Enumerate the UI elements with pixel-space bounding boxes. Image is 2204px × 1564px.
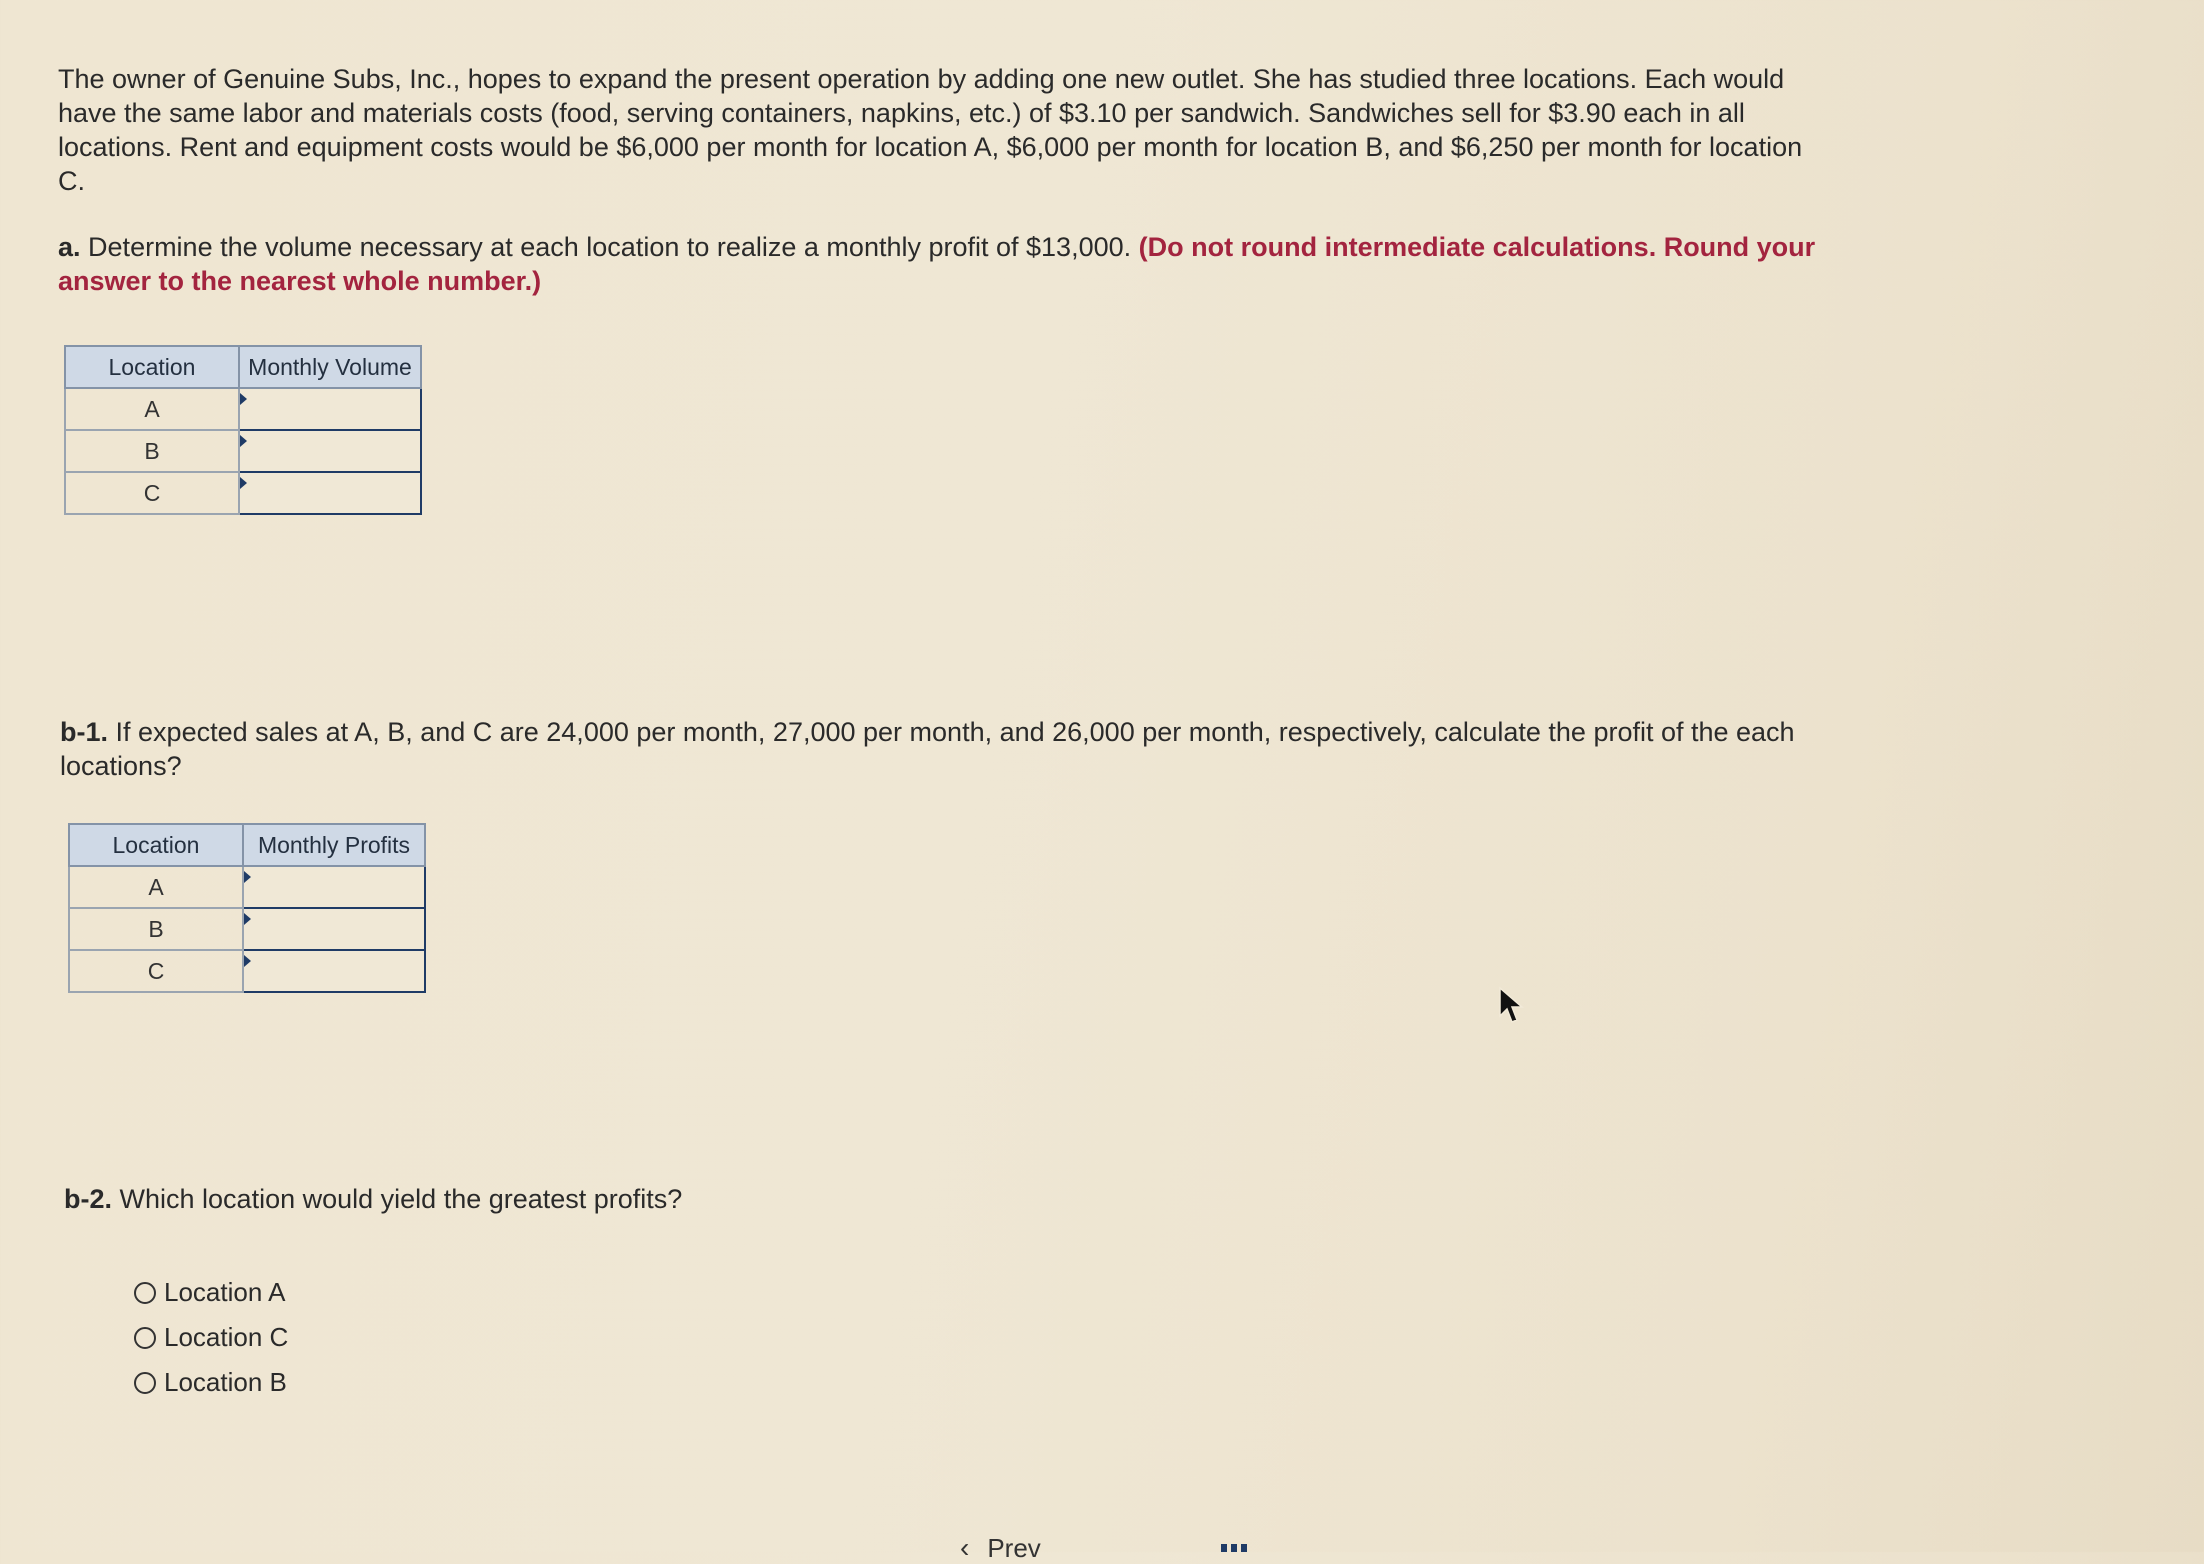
table-row <box>65 472 421 514</box>
location-label: A <box>69 866 243 908</box>
profit-input-b[interactable] <box>244 909 424 949</box>
profit-input-a[interactable] <box>244 867 424 907</box>
table-row <box>65 430 421 472</box>
chevron-left-icon[interactable]: ‹ <box>960 1532 970 1563</box>
profit-input-cell[interactable] <box>243 950 425 992</box>
radio-button-icon[interactable] <box>134 1282 156 1304</box>
cell-marker-icon <box>244 871 251 883</box>
part-b2-question <box>64 1182 1264 1216</box>
profit-input-cell[interactable] <box>243 908 425 950</box>
profit-table <box>68 823 426 993</box>
part-b1-label: b-1. <box>60 717 109 747</box>
volume-input-c[interactable] <box>240 473 420 513</box>
radio-option-location-b[interactable] <box>134 1360 288 1405</box>
column-header-location: Location <box>65 346 239 388</box>
location-label: A <box>65 388 239 430</box>
table-row <box>69 950 425 992</box>
prev-button[interactable]: Prev <box>987 1532 1041 1563</box>
grid-icon[interactable] <box>1221 1544 1251 1552</box>
volume-input-cell[interactable] <box>239 472 421 514</box>
column-header-location: Location <box>69 824 243 866</box>
volume-table <box>64 345 422 515</box>
location-label: C <box>65 472 239 514</box>
radio-option-location-a[interactable] <box>134 1270 288 1315</box>
volume-input-a[interactable] <box>240 389 420 429</box>
volume-input-cell[interactable] <box>239 388 421 430</box>
volume-input-b[interactable] <box>240 431 420 471</box>
location-label: C <box>69 950 243 992</box>
part-a-label: a. <box>58 232 81 262</box>
option-label[interactable]: Location A <box>164 1277 286 1307</box>
part-a-instruction: (Do not round intermediate calculations. Round your answer to the nearest whole number.) <box>58 232 1816 296</box>
location-options <box>134 1270 288 1405</box>
volume-input-cell[interactable] <box>239 430 421 472</box>
profit-input-cell[interactable] <box>243 866 425 908</box>
location-label: B <box>69 908 243 950</box>
cell-marker-icon <box>244 955 251 967</box>
column-header-monthly-volume: Monthly Volume <box>239 346 421 388</box>
radio-button-icon[interactable] <box>134 1327 156 1349</box>
radio-button-icon[interactable] <box>134 1372 156 1394</box>
cell-marker-icon <box>240 435 247 447</box>
problem-intro: The owner of Genuine Subs, Inc., hopes to expand the present operation by adding one new outlet. She has studied three locations. Each would have the same labor and materials costs (food, serving containers, napkins, etc.) of $3.10 per sandwich. Sandwiches sell for $3.90 each in all locations. Rent and equipment costs would be $6,000 per month for location A, $6,000 per month for location B, and $6,250 per month for location C. <box>58 64 1803 196</box>
radio-option-location-c[interactable] <box>134 1315 288 1360</box>
cell-marker-icon <box>240 393 247 405</box>
table-row <box>69 866 425 908</box>
option-label[interactable]: Location C <box>164 1322 289 1352</box>
option-label[interactable]: Location B <box>164 1367 287 1397</box>
table-row <box>69 908 425 950</box>
cell-marker-icon <box>240 477 247 489</box>
part-b1-question <box>60 715 1820 783</box>
mouse-cursor-icon <box>1498 986 1524 1026</box>
column-header-monthly-profits: Monthly Profits <box>243 824 425 866</box>
cell-marker-icon <box>244 913 251 925</box>
part-b2-text: Which location would yield the greatest profits? <box>119 1184 683 1214</box>
part-a-question <box>58 230 1818 298</box>
bottom-navigation <box>960 1532 1251 1564</box>
part-b2-label: b-2. <box>64 1184 113 1214</box>
profit-input-c[interactable] <box>244 951 424 991</box>
table-row <box>65 388 421 430</box>
location-label: B <box>65 430 239 472</box>
part-b1-text: If expected sales at A, B, and C are 24,000 per month, 27,000 per month, and 26,000 per month, respectively, calculate the profit of the each locations? <box>60 717 1795 781</box>
part-a-text: Determine the volume necessary at each location to realize a monthly profit of $13,000. <box>88 232 1132 262</box>
